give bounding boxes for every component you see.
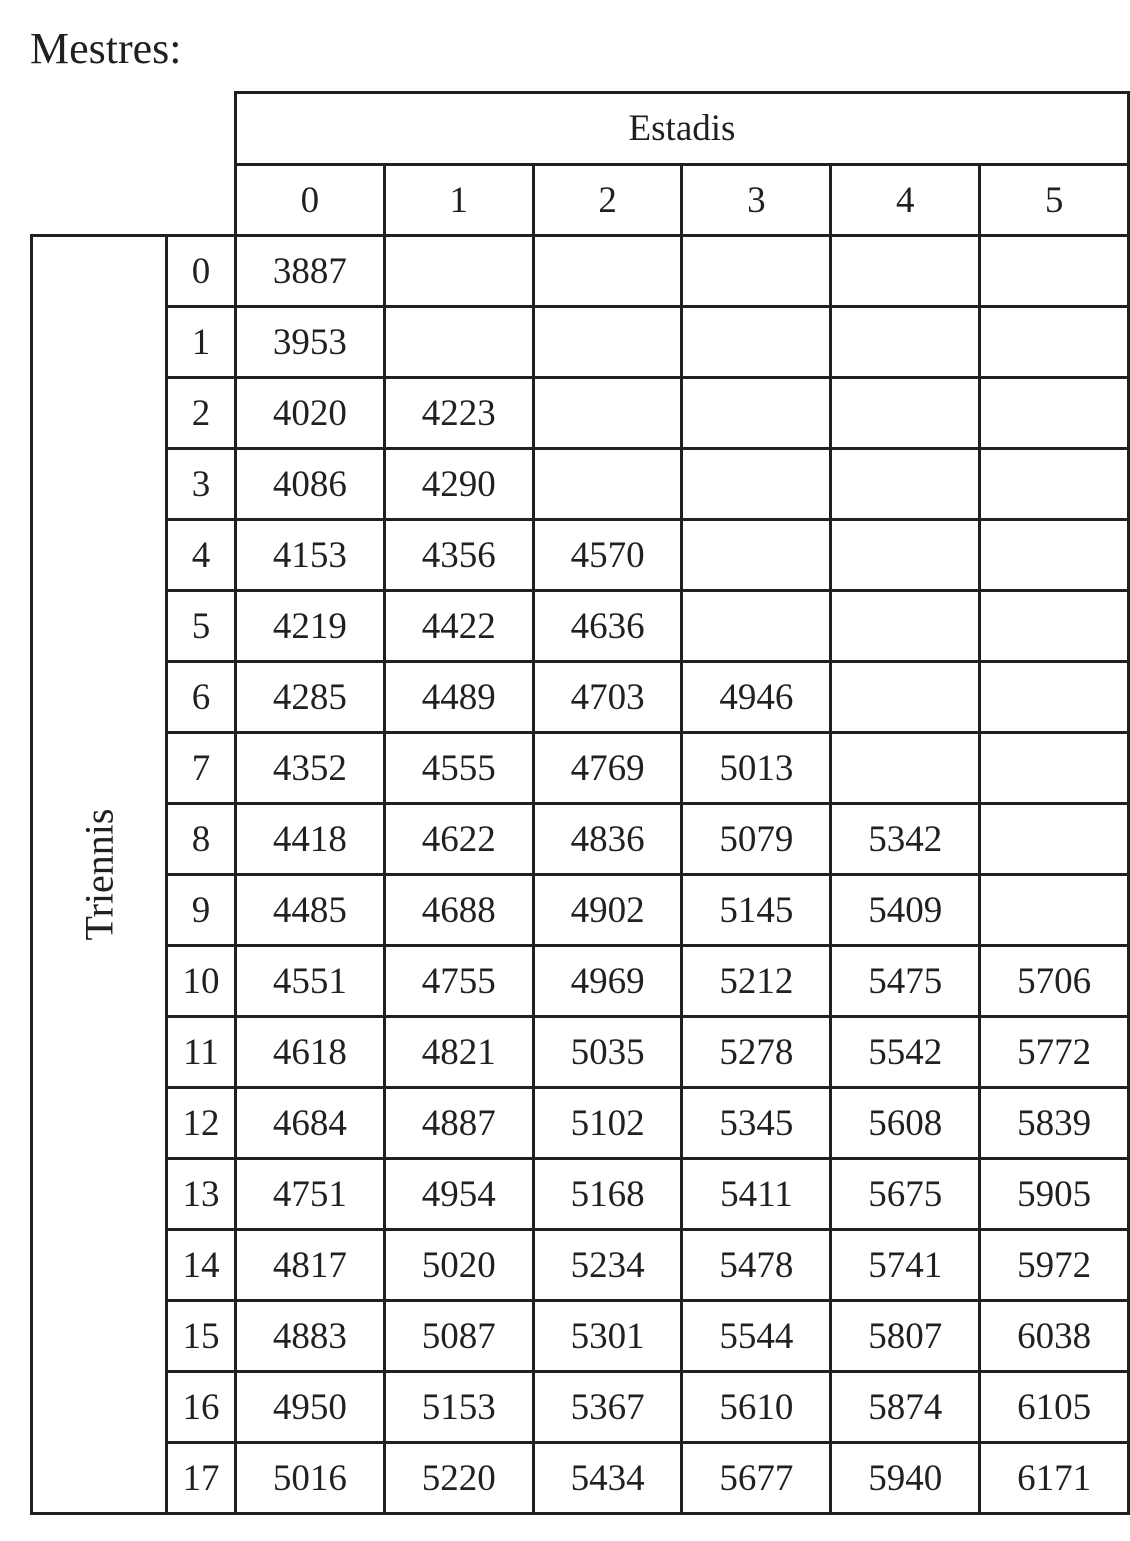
table-cell: 4688 bbox=[384, 875, 533, 946]
table-cell: 4418 bbox=[236, 804, 385, 875]
table-cell: 4219 bbox=[236, 591, 385, 662]
table-cell: 5342 bbox=[831, 804, 980, 875]
table-cell: 5839 bbox=[980, 1088, 1129, 1159]
table-row bbox=[32, 449, 1129, 520]
row-group-header bbox=[32, 236, 167, 1514]
table-cell bbox=[533, 307, 682, 378]
table-cell: 5608 bbox=[831, 1088, 980, 1159]
table-cell: 4887 bbox=[384, 1088, 533, 1159]
table-cell: 4817 bbox=[236, 1230, 385, 1301]
table-cell: 5677 bbox=[682, 1443, 831, 1514]
table-cell: 4902 bbox=[533, 875, 682, 946]
table-row bbox=[32, 378, 1129, 449]
table-cell bbox=[831, 591, 980, 662]
table-row bbox=[32, 307, 1129, 378]
table-cell: 6105 bbox=[980, 1372, 1129, 1443]
row-header: 15 bbox=[166, 1301, 235, 1372]
table-cell: 4703 bbox=[533, 662, 682, 733]
table-cell: 4769 bbox=[533, 733, 682, 804]
column-header: 5 bbox=[980, 165, 1129, 236]
table-cell: 5940 bbox=[831, 1443, 980, 1514]
page-title: Mestres: bbox=[30, 24, 182, 73]
table-cell: 4969 bbox=[533, 946, 682, 1017]
table-cell bbox=[980, 662, 1129, 733]
table-cell bbox=[980, 378, 1129, 449]
table-cell bbox=[980, 591, 1129, 662]
row-group-label: Triennis bbox=[76, 808, 122, 941]
table-cell: 5741 bbox=[831, 1230, 980, 1301]
table-cell bbox=[682, 449, 831, 520]
table-cell: 5706 bbox=[980, 946, 1129, 1017]
table-cell bbox=[980, 449, 1129, 520]
column-header-row bbox=[32, 165, 1129, 236]
table-cell: 5079 bbox=[682, 804, 831, 875]
table-cell bbox=[980, 236, 1129, 307]
row-header: 4 bbox=[166, 520, 235, 591]
table-cell: 3887 bbox=[236, 236, 385, 307]
table-cell bbox=[980, 875, 1129, 946]
table-cell: 5013 bbox=[682, 733, 831, 804]
table-cell bbox=[682, 307, 831, 378]
table-cell: 5102 bbox=[533, 1088, 682, 1159]
table-cell: 4551 bbox=[236, 946, 385, 1017]
row-header: 2 bbox=[166, 378, 235, 449]
table-row bbox=[32, 662, 1129, 733]
row-header: 16 bbox=[166, 1372, 235, 1443]
table-cell: 5542 bbox=[831, 1017, 980, 1088]
table-row bbox=[32, 733, 1129, 804]
table-cell: 5367 bbox=[533, 1372, 682, 1443]
table-cell bbox=[831, 449, 980, 520]
table-row bbox=[32, 1372, 1129, 1443]
table-row bbox=[32, 236, 1129, 307]
table-cell: 4086 bbox=[236, 449, 385, 520]
column-header: 4 bbox=[831, 165, 980, 236]
table-cell: 4821 bbox=[384, 1017, 533, 1088]
table-cell: 4946 bbox=[682, 662, 831, 733]
table-cell: 5434 bbox=[533, 1443, 682, 1514]
row-header: 9 bbox=[166, 875, 235, 946]
row-header: 3 bbox=[166, 449, 235, 520]
table-row bbox=[32, 1443, 1129, 1514]
table-cell: 4570 bbox=[533, 520, 682, 591]
table-cell: 4020 bbox=[236, 378, 385, 449]
row-header: 7 bbox=[166, 733, 235, 804]
column-header: 1 bbox=[384, 165, 533, 236]
table-cell: 5544 bbox=[682, 1301, 831, 1372]
table-row bbox=[32, 1230, 1129, 1301]
table-cell: 4555 bbox=[384, 733, 533, 804]
column-header: 3 bbox=[682, 165, 831, 236]
table-cell: 5035 bbox=[533, 1017, 682, 1088]
table-cell: 4285 bbox=[236, 662, 385, 733]
row-header: 1 bbox=[166, 307, 235, 378]
table-cell: 4153 bbox=[236, 520, 385, 591]
table-cell: 4751 bbox=[236, 1159, 385, 1230]
table-cell bbox=[533, 236, 682, 307]
table-cell: 6171 bbox=[980, 1443, 1129, 1514]
table-cell bbox=[980, 804, 1129, 875]
table-cell: 5345 bbox=[682, 1088, 831, 1159]
table-cell: 3953 bbox=[236, 307, 385, 378]
table-cell: 4290 bbox=[384, 449, 533, 520]
table-cell bbox=[682, 520, 831, 591]
table-cell bbox=[831, 307, 980, 378]
table-cell bbox=[384, 307, 533, 378]
row-header: 5 bbox=[166, 591, 235, 662]
column-header: 0 bbox=[236, 165, 385, 236]
table-cell: 5874 bbox=[831, 1372, 980, 1443]
table-cell: 4636 bbox=[533, 591, 682, 662]
row-header: 0 bbox=[166, 236, 235, 307]
table-cell bbox=[980, 520, 1129, 591]
table-cell bbox=[831, 520, 980, 591]
table-row bbox=[32, 1017, 1129, 1088]
table-cell: 5220 bbox=[384, 1443, 533, 1514]
table-cell: 4223 bbox=[384, 378, 533, 449]
table-cell: 4883 bbox=[236, 1301, 385, 1372]
table-cell: 4954 bbox=[384, 1159, 533, 1230]
table-cell: 5234 bbox=[533, 1230, 682, 1301]
row-header: 11 bbox=[166, 1017, 235, 1088]
column-group-header: Estadis bbox=[236, 93, 1129, 165]
table-cell: 5212 bbox=[682, 946, 831, 1017]
table-cell bbox=[682, 591, 831, 662]
table-cell bbox=[980, 307, 1129, 378]
table-cell: 4422 bbox=[384, 591, 533, 662]
table-cell: 5016 bbox=[236, 1443, 385, 1514]
table-row bbox=[32, 875, 1129, 946]
table-cell: 5301 bbox=[533, 1301, 682, 1372]
table-cell: 4485 bbox=[236, 875, 385, 946]
corner-spacer-2 bbox=[32, 165, 236, 236]
table-cell: 5153 bbox=[384, 1372, 533, 1443]
table-cell: 5972 bbox=[980, 1230, 1129, 1301]
table-cell: 5610 bbox=[682, 1372, 831, 1443]
row-header: 8 bbox=[166, 804, 235, 875]
salary-table bbox=[30, 91, 1130, 1515]
table-cell: 5278 bbox=[682, 1017, 831, 1088]
table-cell: 5087 bbox=[384, 1301, 533, 1372]
row-header: 12 bbox=[166, 1088, 235, 1159]
table-cell: 4622 bbox=[384, 804, 533, 875]
column-header: 2 bbox=[533, 165, 682, 236]
table-cell: 6038 bbox=[980, 1301, 1129, 1372]
row-header: 17 bbox=[166, 1443, 235, 1514]
table-cell bbox=[682, 236, 831, 307]
table-cell bbox=[831, 236, 980, 307]
table-cell bbox=[384, 236, 533, 307]
table-row bbox=[32, 1301, 1129, 1372]
table-cell: 4356 bbox=[384, 520, 533, 591]
table-cell: 4489 bbox=[384, 662, 533, 733]
table-cell: 5675 bbox=[831, 1159, 980, 1230]
table-row bbox=[32, 946, 1129, 1017]
table-cell: 5807 bbox=[831, 1301, 980, 1372]
row-header: 14 bbox=[166, 1230, 235, 1301]
table-row bbox=[32, 1159, 1129, 1230]
row-header: 6 bbox=[166, 662, 235, 733]
table-cell: 5772 bbox=[980, 1017, 1129, 1088]
table-row bbox=[32, 591, 1129, 662]
table-cell: 5411 bbox=[682, 1159, 831, 1230]
table-cell: 5475 bbox=[831, 946, 980, 1017]
row-header: 10 bbox=[166, 946, 235, 1017]
table-cell bbox=[980, 733, 1129, 804]
table-cell: 4352 bbox=[236, 733, 385, 804]
table-cell: 5478 bbox=[682, 1230, 831, 1301]
table-cell: 4755 bbox=[384, 946, 533, 1017]
table-cell bbox=[831, 733, 980, 804]
table-cell: 5145 bbox=[682, 875, 831, 946]
table-row bbox=[32, 1088, 1129, 1159]
table-cell: 5020 bbox=[384, 1230, 533, 1301]
table-cell bbox=[831, 378, 980, 449]
table-cell bbox=[831, 662, 980, 733]
corner-spacer bbox=[32, 93, 236, 165]
table-cell: 4950 bbox=[236, 1372, 385, 1443]
table-cell: 4836 bbox=[533, 804, 682, 875]
estadis-header-row bbox=[32, 93, 1129, 165]
table-cell: 4618 bbox=[236, 1017, 385, 1088]
table-row bbox=[32, 520, 1129, 591]
table-cell bbox=[533, 449, 682, 520]
table-cell: 5168 bbox=[533, 1159, 682, 1230]
row-header: 13 bbox=[166, 1159, 235, 1230]
table-cell: 5905 bbox=[980, 1159, 1129, 1230]
table-cell bbox=[682, 378, 831, 449]
table-cell: 4684 bbox=[236, 1088, 385, 1159]
table-cell: 5409 bbox=[831, 875, 980, 946]
table-cell bbox=[533, 378, 682, 449]
table-row bbox=[32, 804, 1129, 875]
